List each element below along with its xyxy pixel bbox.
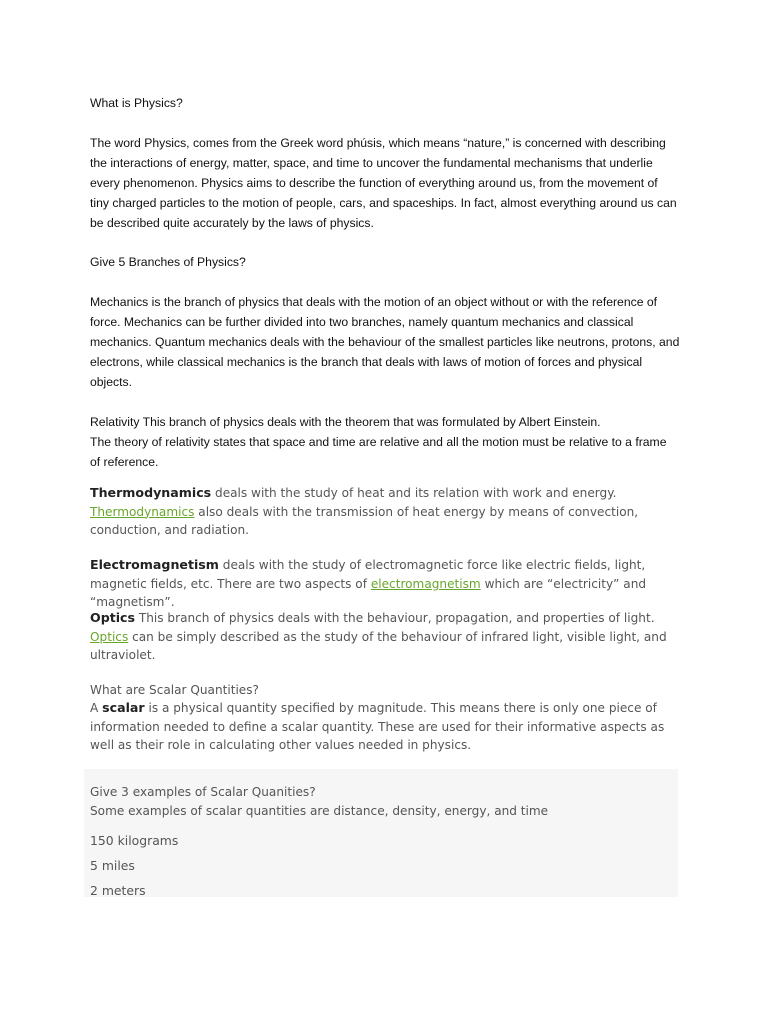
relativity-text-2: The theory of relativity states that space and time are relative and all the motion must be relative to a frame of reference. [90,435,667,469]
optics-text-b: can be simply described as the study of the behaviour of infrared light, visible light, and ultraviolet. [90,629,667,662]
paragraph-relativity [90,412,680,472]
answer-scalar-quantities [90,699,680,755]
term-electromagnetism: Electromagnetism [90,557,219,572]
paragraph-electromagnetism [90,556,680,612]
scalar-examples-box [84,769,678,897]
example-item: 2 meters [90,883,146,898]
example-item: 5 miles [90,858,135,873]
term-thermodynamics: Thermodynamics [90,485,212,500]
optics-text-a: This branch of physics deals with the behaviour, propagation, and properties of light. [135,611,655,625]
relativity-text-1: This branch of physics deals with the theorem that was formulated by Albert Einstein. [139,415,601,429]
term-relativity: Relativity [90,415,140,429]
answer-what-is-physics: The word Physics, comes from the Greek word phúsis, which means “nature,” is concerned with describing the interactions of energy, matter, space, and time to uncover the fundamental mechanisms that underlie every phenomenon. Physics aims to describe the function of everything around us, from the movement of tiny charged particles to the motion of people, cars, and spaceships. In fact, almost everything around us can be described quite accurately by the laws of physics. [90,136,677,230]
em-text-b: which are “electricity” and “magnetism”. [90,576,647,609]
thermo-text-a: deals with the study of heat and its relation with work and energy. [211,486,617,500]
question-branches: Give 5 Branches of Physics? [90,255,246,269]
paragraph-optics [90,609,680,665]
term-optics: Optics [90,610,136,625]
optics-link[interactable]: Optics [90,629,129,644]
em-text-a: deals with the study of electromagnetic force like electric fields, light, magnetic fields, etc. There are two aspects of [90,558,646,591]
scalar-examples-intro: Some examples of scalar quantities are distance, density, energy, and time [90,803,549,818]
electromagnetism-link[interactable]: electromagnetism [370,576,481,591]
example-item: 150 kilograms [90,833,179,848]
thermo-text-b: also deals with the transmission of heat energy by means of convection, conduction, and radiation. [90,504,639,537]
scalar-prefix: A [90,701,103,715]
question-scalar-examples: Give 3 examples of Scalar Quanities? [90,785,316,799]
term-scalar: scalar [102,700,145,715]
question-what-is-physics: What is Physics? [90,96,183,110]
scalar-text: is a physical quantity specified by magnitude. This means there is only one piece of information needed to define a scalar quantity. These are used for their informative aspects as well as their role in calculating other values needed in physics. [90,701,665,752]
paragraph-mechanics: Mechanics is the branch of physics that deals with the motion of an object without or with the reference of force. Mechanics can be further divided into two branches, namely quantum mechanics and classical mechanics. Quantum mechanics deals with the behaviour of the smallest particles like neutrons, protons, and electrons, while classical mechanics is the branch that deals with laws of motion of forces and physical objects. [90,295,680,389]
question-scalar-quantities: What are Scalar Quantities? [90,683,259,697]
paragraph-thermodynamics [90,484,680,540]
thermodynamics-link[interactable]: Thermodynamics [90,504,195,519]
